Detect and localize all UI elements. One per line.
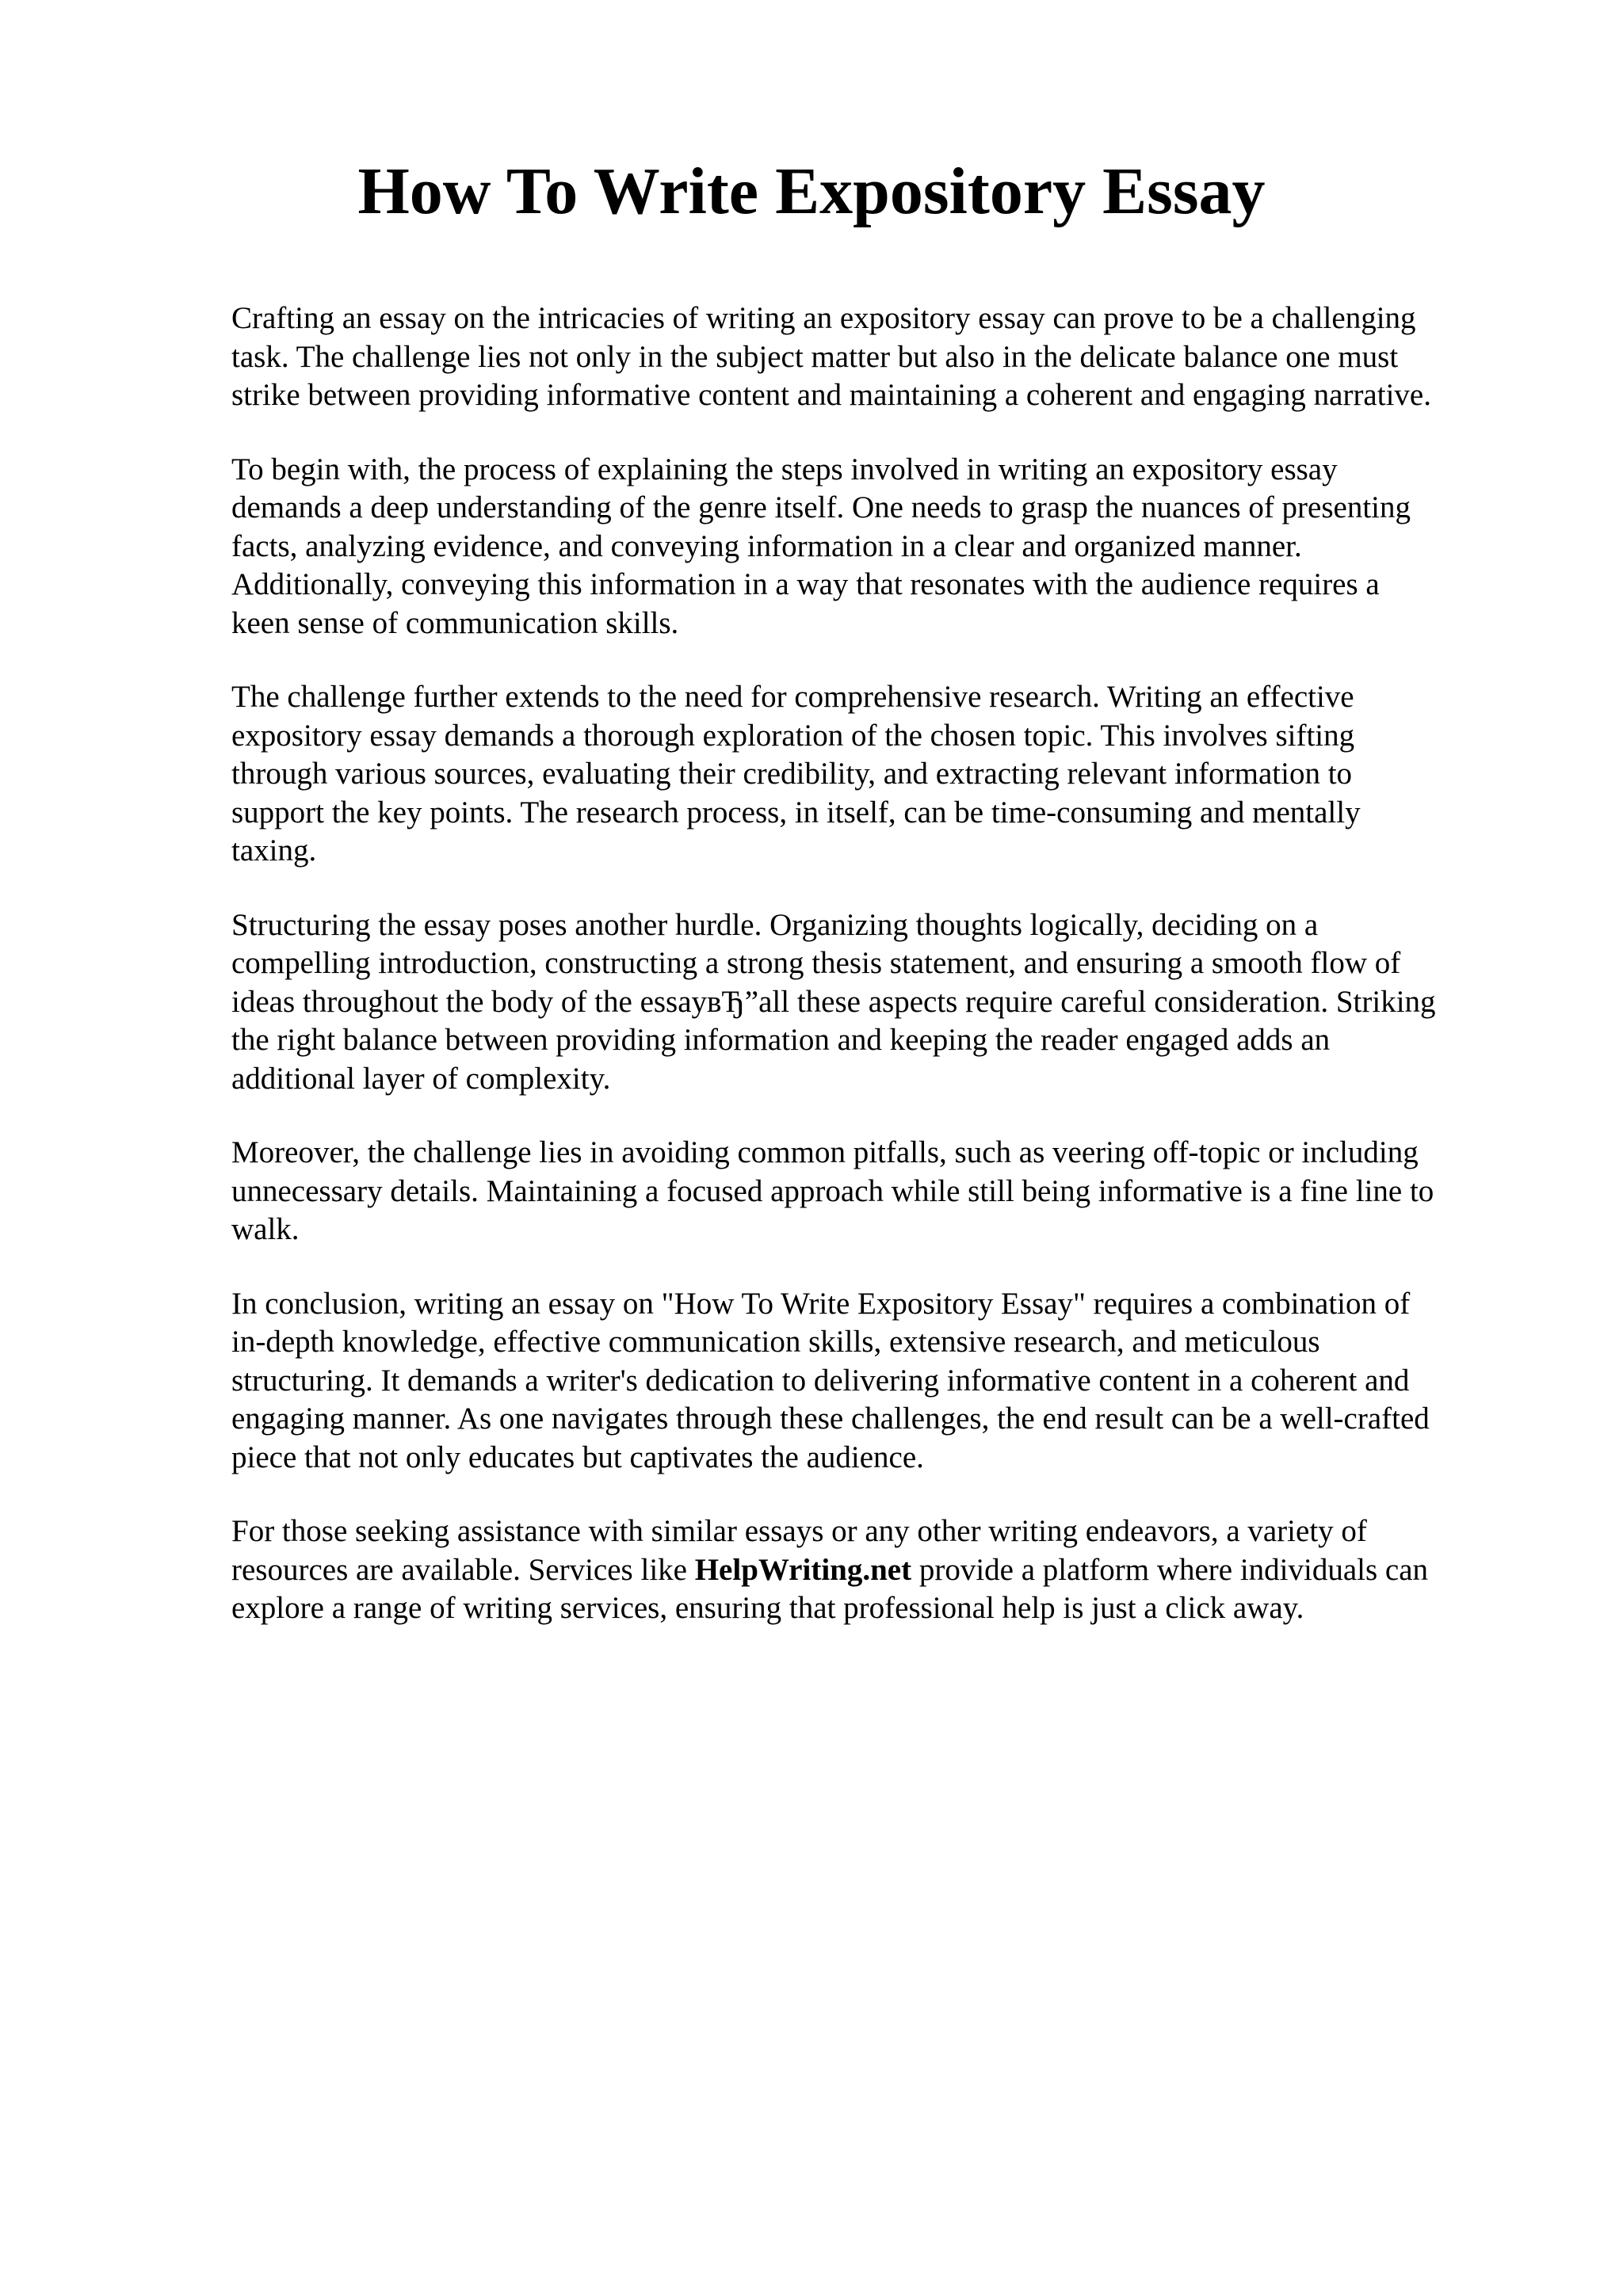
paragraph-2 bbox=[231, 451, 1515, 643]
document-title: How To Write Expository Essay bbox=[357, 154, 1266, 228]
paragraph-6 bbox=[231, 1285, 1515, 1478]
paragraph-line: In conclusion, writing an essay on "How To Write Expository Essay" requires a combination of bbox=[231, 1286, 1411, 1321]
paragraph-line: walk. bbox=[231, 1212, 300, 1246]
paragraph-line: Additionally, conveying this information in a way that resonates with the audience requires a bbox=[231, 567, 1380, 601]
paragraph-line: task. The challenge lies not only in the subject matter but also in the delicate balance one must bbox=[231, 339, 1399, 374]
paragraph-line: through various sources, evaluating their credibility, and extracting relevant information to bbox=[231, 757, 1353, 791]
document-body bbox=[231, 299, 1515, 1664]
paragraph-line: facts, analyzing evidence, and conveying information in a clear and organized manner. bbox=[231, 528, 1302, 563]
paragraph-line: explore a range of writing services, ensuring that professional help is just a click away. bbox=[231, 1591, 1304, 1625]
paragraph-line: unnecessary details. Maintaining a focused approach while still being informative is a fine line to bbox=[231, 1173, 1434, 1208]
paragraph-4 bbox=[231, 906, 1515, 1099]
paragraph-line: Moreover, the challenge lies in avoiding common pitfalls, such as veering off-topic or including bbox=[231, 1135, 1419, 1169]
paragraph-line: the right balance between providing information and keeping the reader engaged adds an bbox=[231, 1023, 1331, 1057]
paragraph-line: compelling introduction, constructing a strong thesis statement, and ensuring a smooth flow of bbox=[231, 946, 1401, 980]
paragraph-3 bbox=[231, 678, 1515, 871]
paragraph-line: To begin with, the process of explaining the steps involved in writing an expository essay bbox=[231, 452, 1338, 486]
closing-text-before-brand: resources are available. Services like bbox=[231, 1552, 695, 1587]
paragraph-line: For those seeking assistance with similar essays or any other writing endeavors, a variety of bbox=[231, 1514, 1367, 1548]
paragraph-line: structuring. It demands a writer's dedication to delivering informative content in a coherent and bbox=[231, 1363, 1410, 1398]
paragraph-line: Structuring the essay poses another hurdle. Organizing thoughts logically, deciding on a bbox=[231, 907, 1319, 942]
paragraph-line: in-depth knowledge, effective communication skills, extensive research, and meticulous bbox=[231, 1325, 1320, 1359]
paragraph-line-with-brand bbox=[231, 1551, 1515, 1590]
paragraph-line: strike between providing informative content and maintaining a coherent and engaging narrative. bbox=[231, 378, 1431, 412]
paragraph-line: demands a deep understanding of the genre itself. One needs to grasp the nuances of presenting bbox=[231, 490, 1411, 524]
closing-text-after-brand: provide a platform where individuals can bbox=[911, 1552, 1429, 1587]
paragraph-line: additional layer of complexity. bbox=[231, 1061, 611, 1096]
paragraph-1 bbox=[231, 299, 1515, 415]
brand-name: HelpWriting.net bbox=[694, 1552, 912, 1587]
paragraph-line: The challenge further extends to the need for comprehensive research. Writing an effective bbox=[231, 680, 1354, 714]
closing-paragraph bbox=[231, 1512, 1515, 1628]
paragraph-line: Crafting an essay on the intricacies of writing an expository essay can prove to be a challenging bbox=[231, 301, 1416, 335]
paragraph-line: taxing. bbox=[231, 833, 317, 868]
paragraph-line: keen sense of communication skills. bbox=[231, 605, 679, 640]
paragraph-5 bbox=[231, 1134, 1515, 1249]
paragraph-line: expository essay demands a thorough exploration of the chosen topic. This involves sifting bbox=[231, 718, 1355, 753]
paragraph-line: engaging manner. As one navigates through these challenges, the end result can be a well-crafted bbox=[231, 1402, 1430, 1436]
paragraph-line: ideas throughout the body of the essayвЂ”all these aspects require careful consideration. Striking bbox=[231, 984, 1436, 1019]
paragraph-line: piece that not only educates but captivates the audience. bbox=[231, 1440, 924, 1474]
paragraph-line: support the key points. The research process, in itself, can be time-consuming and mentally bbox=[231, 795, 1361, 830]
